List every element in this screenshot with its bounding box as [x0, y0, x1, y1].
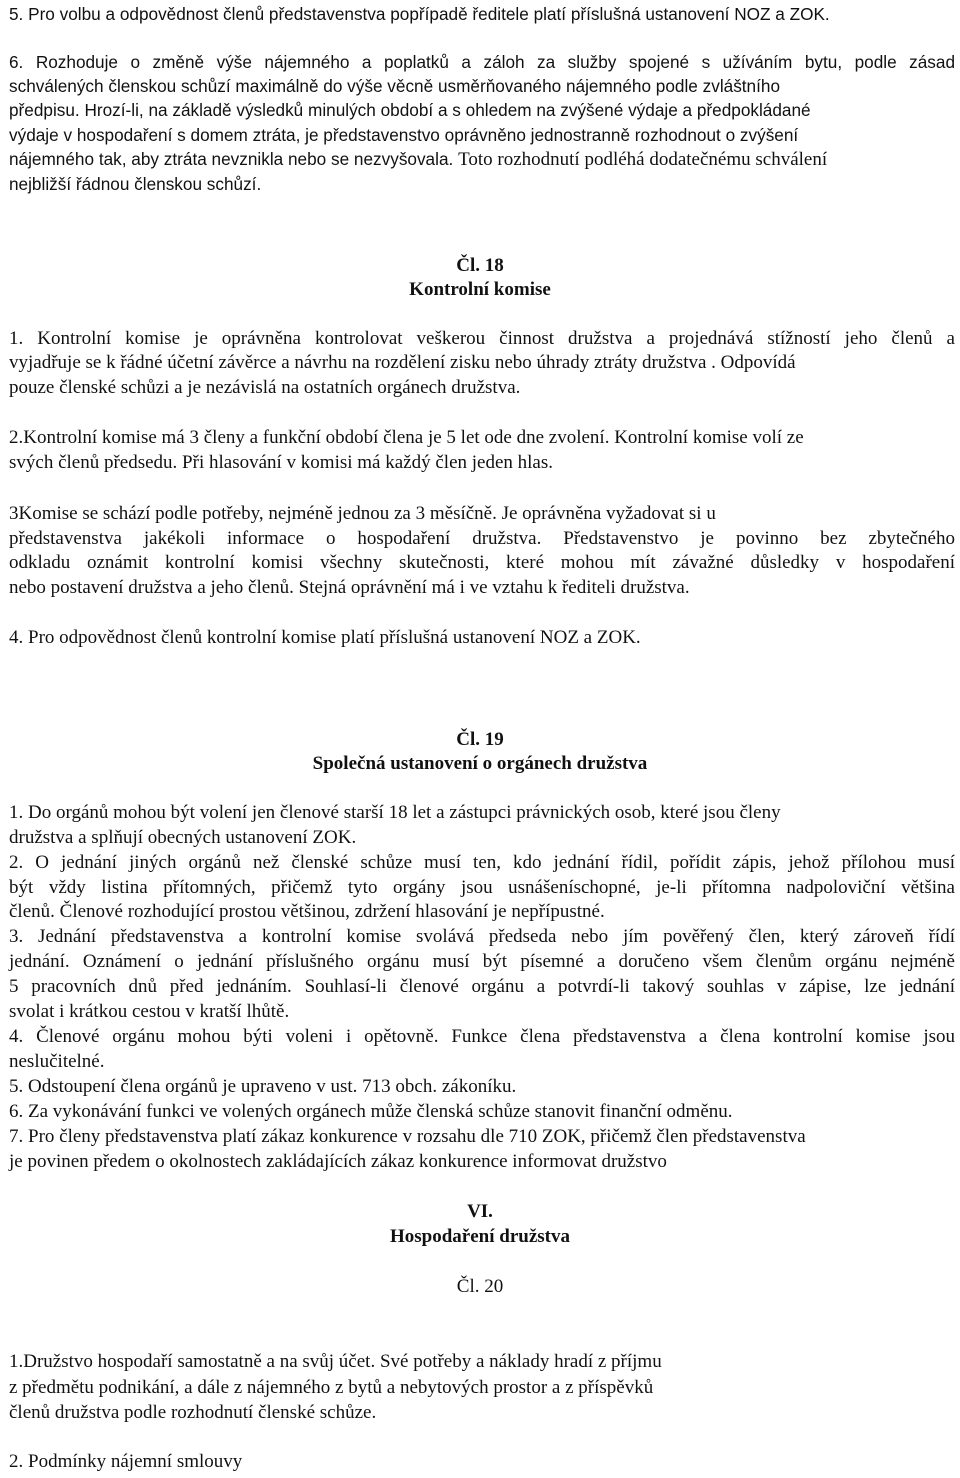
article-20-heading: Čl. 20 — [456, 1276, 504, 1297]
cl19-line-4: být vždy listina přítomných, přičemž tyto orgány jsou usnášeníschopné, je-li přítomna nadpoloviční většina — [9, 877, 955, 898]
paragraph-5: 5. Pro volbu a odpovědnost členů představenstva popřípadě ředitele platí příslušná ustanovení NOZ a ZOK. — [9, 4, 830, 24]
cl18-p3-line-1: 3Komise se schází podle potřeby, nejméně jednou za 3 měsíčně. Je oprávněna vyžadovat si u — [9, 503, 716, 524]
vi-p1-line-1: 1.Družstvo hospodaří samostatně a na svůj účet. Své potřeby a náklady hradí z příjmu — [9, 1351, 662, 1372]
cl19-line-12: 5. Odstoupení člena orgánů je upraveno v ust. 713 obch. zákoníku. — [9, 1076, 517, 1097]
paragraph-6-line-1: 6. Rozhoduje o změně výše nájemného a poplatků a záloh za služby spojené s užíváním bytu, podle zásad — [9, 52, 955, 72]
cl19-line-8: 5 pracovních dnů před jednáním. Souhlasí-li členové orgánu a potvrdí-li takový souhlas v zápise, lze jednání — [9, 976, 955, 997]
vi-p1-line-3: členů družstva podle rozhodnutí členské schůze. — [9, 1402, 377, 1423]
cl19-line-11: neslučitelné. — [9, 1051, 105, 1072]
paragraph-6-line-5 — [9, 147, 827, 173]
section-vi-title: Hospodaření družstva — [390, 1226, 570, 1247]
paragraph-6-line-2: schválených členskou schůzí maximálně do výše věcně usměrňovaného nájemného podle zvláštního — [9, 76, 781, 96]
paragraph-6-line-4: výdaje v hospodaření s domem ztráta, je představenstvo oprávněno jednostranně rozhodnout o zvýšení — [9, 125, 799, 145]
paragraph-6-line-5a: nájemného tak, aby ztráta nevznikla nebo se nezvyšovala. — [9, 149, 454, 169]
cl19-line-15: je povinen předem o okolnostech zakládajících zákaz konkurence informovat družstvo — [9, 1151, 667, 1172]
paragraph-6-line-3: předpisu. Hrozí-li, na základě výsledků minulých období a s ohledem na zvýšené výdaje a předpokládané — [9, 100, 811, 120]
cl18-p1-line-1: 1. Kontrolní komise je oprávněna kontrolovat veškerou činnost družstva a projednává stížností jeho členů a — [9, 328, 955, 349]
cl19-line-5: členů. Členové rozhodující prostou většinou, zdržení hlasování je nepřípustné. — [9, 901, 605, 922]
article-19-title: Společná ustanovení o orgánech družstva — [312, 753, 648, 774]
paragraph-6-line-5b: Toto rozhodnutí podléhá dodatečnému schválení — [458, 149, 828, 170]
paragraph-6-line-6: nejbližší řádnou členskou schůzí. — [9, 174, 262, 194]
cl18-p2-line-1: 2.Kontrolní komise má 3 členy a funkční období člena je 5 let ode dne zvolení. Kontrolní komise volí ze — [9, 427, 804, 448]
cl19-line-2: družstva a splňují obecných ustanovení ZOK. — [9, 827, 357, 848]
cl18-p3-line-2: představenstva jakékoli informace o hospodaření družstva. Představenstvo je povinno bez zbytečného — [9, 528, 955, 549]
cl19-line-6: 3. Jednání představenstva a kontrolní komise svolává předseda nebo jím pověřený člen, který zároveň řídí — [9, 926, 955, 947]
vi-p1-line-2: z předmětu podnikání, a dále z nájemného z bytů a nebytových prostor a z příspěvků — [9, 1377, 654, 1398]
cl19-line-14: 7. Pro členy představenstva platí zákaz konkurence v rozsahu dle 710 ZOK, přičemž člen představenstva — [9, 1126, 806, 1147]
cl19-line-3: 2. O jednání jiných orgánů než členské schůze musí ten, kdo jednání řídil, pořídit zápis, jehož přílohou musí — [9, 852, 955, 873]
cl18-p3-line-4: nebo postavení družstva a jeho členů. Stejná oprávnění má i ve vztahu k řediteli družstva. — [9, 577, 690, 598]
article-18-heading: Čl. 18 — [456, 255, 504, 276]
cl18-p2-line-2: svých členů předsedu. Při hlasování v komisi má každý člen jeden hlas. — [9, 452, 554, 473]
cl19-line-13: 6. Za vykonávání funkci ve volených orgánech může členská schůze stanovit finanční odměnu. — [9, 1101, 733, 1122]
cl19-line-1: 1. Do orgánů mohou být volení jen členové starší 18 let a zástupci právnických osob, které jsou členy — [9, 802, 781, 823]
cl18-p1-line-2: vyjadřuje se k řádné účetní závěrce a návrhu na rozdělení zisku nebo úhrady ztráty družstva . Odpovídá — [9, 352, 796, 373]
cl19-line-9: svolat i krátkou cestou v kratší lhůtě. — [9, 1001, 290, 1022]
cl19-line-10: 4. Členové orgánu mohou býti voleni i opětovně. Funkce člena představenstva a člena kontrolní komise jsou — [9, 1026, 955, 1047]
article-19-heading: Čl. 19 — [456, 729, 504, 750]
cl18-p3-line-3: odkladu oznámit kontrolní komisi všechny skutečnosti, které mohou mít závažné důsledky v hospodaření — [9, 552, 955, 573]
cl18-p4: 4. Pro odpovědnost členů kontrolní komise platí příslušná ustanovení NOZ a ZOK. — [9, 627, 641, 648]
cl18-p1-line-3: pouze členské schůzi a je nezávislá na ostatních orgánech družstva. — [9, 377, 521, 398]
cl19-line-7: jednání. Oznámení o jednání příslušného orgánu musí být písemné a doručeno všem členům orgánu nejméně — [9, 951, 955, 972]
article-18-title: Kontrolní komise — [409, 279, 551, 300]
vi-p2: 2. Podmínky nájemní smlouvy — [9, 1451, 243, 1472]
section-vi-heading: VI. — [467, 1201, 493, 1222]
